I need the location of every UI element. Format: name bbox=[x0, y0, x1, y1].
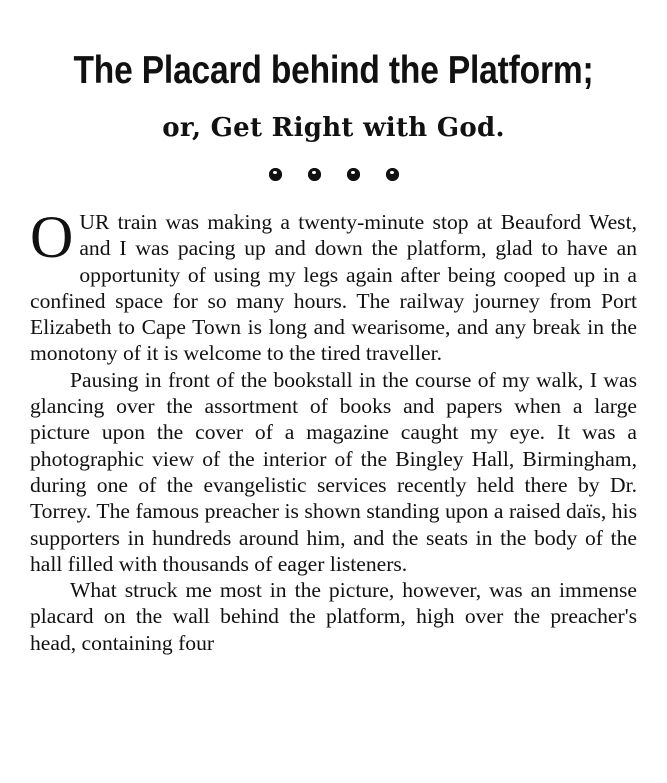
ornament-dot-icon bbox=[347, 168, 360, 181]
article-subtitle: or, Get Right with God. bbox=[162, 113, 505, 143]
paragraph-1-text: UR train was making a twenty-minute stop at Beauford West, and I was pacing up and down the platform, glad to have an opportunity of using my legs again after being cooped up in a confined space for so many hours. The railway journey from Port Elizabeth to Cape Town is long and wearisome, and any break in the monotony of it is welcome to the tired traveller. bbox=[30, 210, 637, 366]
ornament-dot-icon bbox=[386, 168, 399, 181]
article-title: The Placard behind the Platform; bbox=[73, 49, 594, 92]
ornament-dot-icon bbox=[269, 168, 282, 181]
paragraph-2: Pausing in front of the bookstall in the course of my walk, I was glancing over the assortment of books and papers when a large picture upon the cover of a magazine caught my eye. It was a photographic view of the interior of the Bingley Hall, Birmingham, during one of the evangelistic services recently held there by Dr. Torrey. The famous preacher is shown standing upon a raised daïs, his supporters in hundreds around him, and the seats in the body of the hall filled with thousands of eager listeners. bbox=[30, 367, 637, 576]
drop-cap: O bbox=[30, 204, 74, 270]
article-body bbox=[30, 204, 637, 656]
paragraph-3: What struck me most in the picture, however, was an immense placard on the wall behind the platform, high over the preacher's head, containing four bbox=[30, 578, 637, 655]
ornament-divider bbox=[0, 168, 667, 188]
paragraph-1 bbox=[30, 204, 637, 367]
ornament-dot-icon bbox=[308, 168, 321, 181]
